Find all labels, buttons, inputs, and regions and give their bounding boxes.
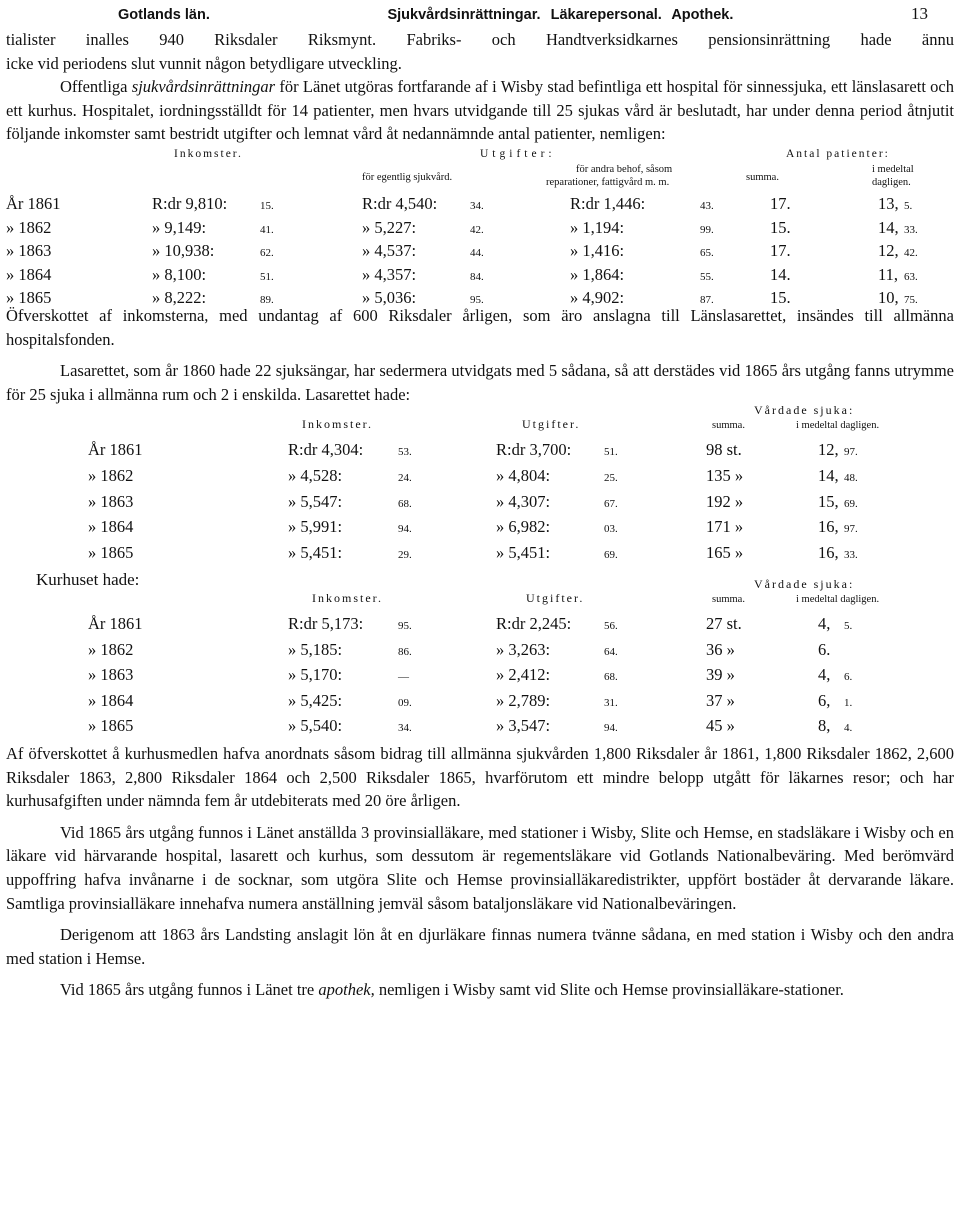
cell-medeltal-frac: 5. — [844, 619, 853, 632]
cell-medeltal: 16, — [818, 542, 839, 562]
cell-utgift-sjukvard: R:dr 4,540: — [362, 193, 438, 213]
cell-medeltal: 4, — [818, 665, 831, 685]
cell-summa: 39 » — [706, 665, 735, 685]
cell-utgift-sjukvard-ore: 44. — [470, 247, 484, 260]
cell-medeltal-frac: 97. — [844, 446, 858, 459]
cell-utgift-sjukvard: » 5,036: — [362, 288, 417, 308]
cell-inkomster-ore: 68. — [398, 497, 412, 510]
cell-utgifter-ore: 94. — [604, 722, 618, 735]
cell-summa: 36 » — [706, 639, 735, 659]
cell-utgifter-ore: 69. — [604, 548, 618, 561]
cell-medeltal: 16, — [818, 517, 839, 537]
row-year: » 1862 — [6, 217, 52, 237]
cell-medeltal-frac: 1. — [844, 696, 853, 709]
cell-utgifter: R:dr 2,245: — [496, 613, 572, 633]
cell-summa: 98 st. — [706, 440, 742, 460]
col-header-egentlig: för egentlig sjukvård. — [362, 171, 453, 183]
cell-medeltal-frac: 63. — [904, 270, 918, 283]
cell-medeltal-frac: 97. — [844, 523, 858, 536]
italic-term: apothek, — [318, 980, 375, 1000]
row-year: » 1862 — [88, 639, 134, 659]
col-header-utgifter: Utgifter. — [526, 590, 585, 605]
cell-inkomster-ore: 09. — [398, 696, 412, 709]
text-line: icke vid periodens slut vunnit någon betydligare utveckling. — [6, 53, 402, 73]
cell-inkomster-ore: 24. — [398, 471, 412, 484]
cell-inkomster: » 5,540: — [288, 716, 343, 736]
col-header-andra-2: reparationer, fattigvård m. m. — [546, 176, 670, 188]
cell-medeltal-frac: 4. — [844, 722, 853, 735]
cell-medeltal: 6, — [818, 690, 831, 710]
col-header-antal: Antal patienter: — [786, 147, 890, 160]
hospital-table — [6, 146, 954, 308]
cell-inkomster-ore: 94. — [398, 523, 412, 536]
cell-medeltal: 14, — [818, 465, 839, 485]
cell-utgift-andra-ore: 55. — [700, 270, 714, 283]
cell-inkomster-ore: 53. — [398, 446, 412, 459]
cell-utgifter-ore: 31. — [604, 696, 618, 709]
cell-inkomster: » 5,991: — [288, 517, 343, 537]
cell-medeltal: 10, — [878, 288, 899, 308]
cell-utgift-andra: » 1,194: — [570, 217, 625, 237]
row-year: » 1864 — [88, 517, 134, 537]
col-header-andra-1: för andra behof, såsom — [576, 163, 673, 175]
cell-inkomster-ore: — — [398, 671, 409, 684]
cell-utgift-sjukvard-ore: 42. — [470, 223, 484, 236]
cell-summa: 17. — [770, 193, 791, 213]
row-year: » 1863 — [88, 491, 134, 511]
cell-inkomster: » 5,185: — [288, 639, 343, 659]
col-header-utgifter: Utgifter: — [480, 147, 556, 160]
cell-inkomster-ore: 89. — [260, 294, 274, 307]
text-span: nemligen i Wisby samt vid Slite och Hemse provinsialläkare-stationer. — [378, 980, 844, 1000]
cell-summa: 135 » — [706, 465, 744, 485]
cell-inkomster: » 9,149: — [152, 217, 207, 237]
row-year: » 1863 — [88, 665, 134, 685]
row-year: » 1865 — [6, 288, 52, 308]
cell-inkomster-ore: 86. — [398, 645, 412, 658]
cell-utgift-andra: R:dr 1,446: — [570, 193, 646, 213]
cell-inkomster: » 8,100: — [152, 264, 207, 284]
cell-medeltal-frac: 42. — [904, 247, 918, 260]
cell-medeltal: 6. — [818, 639, 831, 659]
cell-utgifter-ore: 51. — [604, 446, 618, 459]
cell-medeltal-frac: 75. — [904, 294, 918, 307]
cell-utgift-andra-ore: 65. — [700, 247, 714, 260]
cell-utgifter: » 5,451: — [496, 542, 551, 562]
col-header-summa: summa. — [746, 171, 779, 183]
cell-summa: 15. — [770, 217, 791, 237]
col-header-vardade: Vårdade sjuka: — [754, 403, 855, 418]
col-header-inkomster: Inkomster. — [174, 147, 243, 160]
cell-inkomster-ore: 62. — [260, 247, 274, 260]
cell-inkomster: » 5,547: — [288, 491, 343, 511]
col-header-vardade: Vårdade sjuka: — [754, 576, 855, 591]
col-header-inkomster: Inkomster. — [312, 590, 383, 605]
page-number: 13 — [911, 4, 928, 23]
text-span: för Länet utgöras fortfarande af i Wisby stad befintliga ett hospital för sinnessjuka, ett länslasarett och ett kurhus. Hospitalet, iordningsställdt för 14 patienter, men hvars utvidgande till 25 sjukas vård är beslutadt, har under denna period åtnjutit följande inkomster samt bestridt utgifter och lemnat vård åt nedannämnde antal patienter, nemligen: — [6, 77, 955, 144]
cell-summa: 17. — [770, 241, 791, 261]
paragraph-djurlakare: Derigenom att 1863 års Landsting anslagit lön åt en djurläkare finnas numera tvänne sådana, en med station i Wisby och den andra med station i Hemse. — [6, 925, 954, 968]
paragraph-apothek — [6, 978, 954, 1002]
cell-summa: 192 » — [706, 491, 744, 511]
cell-utgifter-ore: 67. — [604, 497, 618, 510]
col-header-inkomster: Inkomster. — [302, 417, 373, 432]
row-year: » 1864 — [6, 264, 52, 284]
cell-utgift-andra-ore: 87. — [700, 294, 714, 307]
cell-utgifter: » 2,789: — [496, 690, 551, 710]
row-year: » 1864 — [88, 690, 134, 710]
cell-medeltal-frac: 6. — [844, 671, 853, 684]
row-year: År 1861 — [88, 613, 143, 633]
cell-medeltal: 15, — [818, 491, 839, 511]
kurhus-label: Kurhuset hade: — [36, 570, 140, 590]
cell-utgifter: » 4,804: — [496, 465, 551, 485]
cell-medeltal: 13, — [878, 193, 899, 213]
cell-inkomster-ore: 51. — [260, 270, 274, 283]
cell-inkomster: » 8,222: — [152, 288, 207, 308]
cell-inkomster: » 5,451: — [288, 542, 343, 562]
cell-medeltal: 12, — [818, 440, 839, 460]
col-header-summa: summa. — [712, 420, 745, 432]
cell-medeltal-frac: 48. — [844, 471, 858, 484]
cell-inkomster-ore: 95. — [398, 619, 412, 632]
cell-utgifter: » 3,547: — [496, 716, 551, 736]
cell-inkomster: » 5,425: — [288, 690, 343, 710]
cell-summa: 45 » — [706, 716, 735, 736]
cell-inkomster: R:dr 5,173: — [288, 613, 364, 633]
row-year: År 1861 — [6, 193, 61, 213]
col-header-summa: summa. — [712, 593, 745, 605]
col-header-medeltal: i medeltal dagligen. — [796, 420, 880, 432]
cell-medeltal: 8, — [818, 716, 831, 736]
cell-inkomster: R:dr 9,810: — [152, 193, 228, 213]
cell-medeltal-frac: 5. — [904, 199, 913, 212]
cell-summa: 171 » — [706, 517, 744, 537]
cell-summa: 15. — [770, 288, 791, 308]
col-header-medeltal: i medeltal dagligen. — [796, 593, 880, 605]
cell-utgifter: » 6,982: — [496, 517, 551, 537]
cell-medeltal: 14, — [878, 217, 899, 237]
cell-utgifter-ore: 68. — [604, 671, 618, 684]
cell-utgift-sjukvard-ore: 34. — [470, 199, 484, 212]
paragraph-sjukvard — [6, 75, 954, 146]
cell-inkomster-ore: 34. — [398, 722, 412, 735]
paragraph-pension — [6, 28, 954, 75]
cell-utgift-andra-ore: 43. — [700, 199, 714, 212]
cell-utgifter-ore: 64. — [604, 645, 618, 658]
cell-utgift-sjukvard: » 5,227: — [362, 217, 417, 237]
cell-inkomster: » 4,528: — [288, 465, 343, 485]
text-span: Offentliga — [60, 77, 128, 97]
cell-utgift-sjukvard-ore: 95. — [470, 294, 484, 307]
cell-medeltal-frac: 33. — [904, 223, 918, 236]
col-header-medeltal-1: i medeltal — [872, 163, 914, 175]
col-header-medeltal-2: dagligen. — [872, 176, 911, 188]
col-header-utgifter: Utgifter. — [522, 417, 581, 432]
cell-utgifter: » 2,412: — [496, 665, 551, 685]
cell-medeltal-frac: 33. — [844, 548, 858, 561]
cell-utgifter-ore: 25. — [604, 471, 618, 484]
cell-inkomster-ore: 41. — [260, 223, 274, 236]
paragraph-lasarett: Lasarettet, som år 1860 hade 22 sjuksängar, har sedermera utvidgats med 5 sådana, så att derstädes vid 1865 års utgång fanns utrymme för 25 sjuka i allmänna rum och 2 i enskilda. Lasarettet hade: — [6, 361, 954, 404]
cell-utgifter: R:dr 3,700: — [496, 440, 572, 460]
cell-utgift-sjukvard: » 4,357: — [362, 264, 417, 284]
cell-inkomster-ore: 29. — [398, 548, 412, 561]
italic-term: sjukvårdsinrättningar — [131, 77, 276, 97]
header-county: Gotlands län. — [118, 7, 210, 23]
header-topics: Sjukvårdsinrättningar. Läkarepersonal. Apothek. — [387, 7, 734, 23]
cell-summa: 14. — [770, 264, 791, 284]
paragraph-overskott: Öfverskottet af inkomsterna, med undantag af 600 Riksdaler årligen, som äro anslagna till Länslasarettet, insändes till allmänna hospitalsfonden. — [6, 305, 954, 349]
cell-inkomster: R:dr 4,304: — [288, 440, 364, 460]
cell-utgift-andra-ore: 99. — [700, 223, 714, 236]
paragraph-lakare: Vid 1865 års utgång funnos i Länet anställda 3 provinsialläkare, med stationer i Wisby, Slite och Hemse, en stadsläkare i Wisby och en läkare vid härvarande hospital, lasarett och kurhus, som dessutom är regementsläkare vid Gotlands Nationalbeväring. Med berömvärd uppoffring hafva invånarne i de socknar, som utgöra Slite och Hemse provinsialläkaredistrikter, uppfört bostäder åt dervarande läkare. Samtliga provinsialläkare innehafva numera anställning jemväl såsom bataljonsläkare vid Nationalbeväringen. — [6, 822, 954, 913]
cell-summa: 27 st. — [706, 613, 742, 633]
cell-utgifter: » 4,307: — [496, 491, 551, 511]
cell-inkomster-ore: 15. — [260, 199, 274, 212]
cell-utgifter-ore: 56. — [604, 619, 618, 632]
cell-utgift-andra: » 1,864: — [570, 264, 625, 284]
cell-utgifter: » 3,263: — [496, 639, 551, 659]
cell-inkomster: » 10,938: — [152, 241, 215, 261]
cell-summa: 165 » — [706, 542, 744, 562]
row-year: » 1865 — [88, 716, 134, 736]
page-header — [6, 0, 954, 28]
cell-utgift-andra: » 4,902: — [570, 288, 625, 308]
lasarett-table — [6, 403, 954, 568]
cell-utgift-sjukvard: » 4,537: — [362, 241, 417, 261]
cell-medeltal: 4, — [818, 613, 831, 633]
cell-inkomster: » 5,170: — [288, 665, 343, 685]
cell-utgift-andra: » 1,416: — [570, 241, 625, 261]
cell-utgift-sjukvard-ore: 84. — [470, 270, 484, 283]
row-year: » 1865 — [88, 542, 134, 562]
text-span: Vid 1865 års utgång funnos i Länet tre — [60, 980, 315, 1000]
text-line: tialister inalles 940 Riksdaler Riksmynt. Fabriks- och Handtverksidkarnes pensionsinrättning hade ännu — [6, 30, 954, 49]
cell-medeltal: 11, — [878, 264, 899, 284]
row-year: År 1861 — [88, 440, 143, 460]
cell-summa: 37 » — [706, 690, 735, 710]
cell-utgifter-ore: 03. — [604, 523, 618, 536]
row-year: » 1863 — [6, 241, 52, 261]
cell-medeltal-frac: 69. — [844, 497, 858, 510]
row-year: » 1862 — [88, 465, 134, 485]
cell-medeltal: 12, — [878, 241, 899, 261]
paragraph-kurhusmedel: Af öfverskottet å kurhusmedlen hafva anordnats såsom bidrag till allmänna sjukvården 1,800 Riksdaler år 1861, 1,800 Riksdaler 1862, 2,600 Riksdaler 1863, 2,800 Riksdaler 1864 och 2,500 Riksdaler 1865, hvarförutom ett mindre belopp utgått för läkarnes resor; och har kurhusafgiften under nämnda fem år utdebiterats med 20 öre årligen. — [6, 743, 954, 811]
